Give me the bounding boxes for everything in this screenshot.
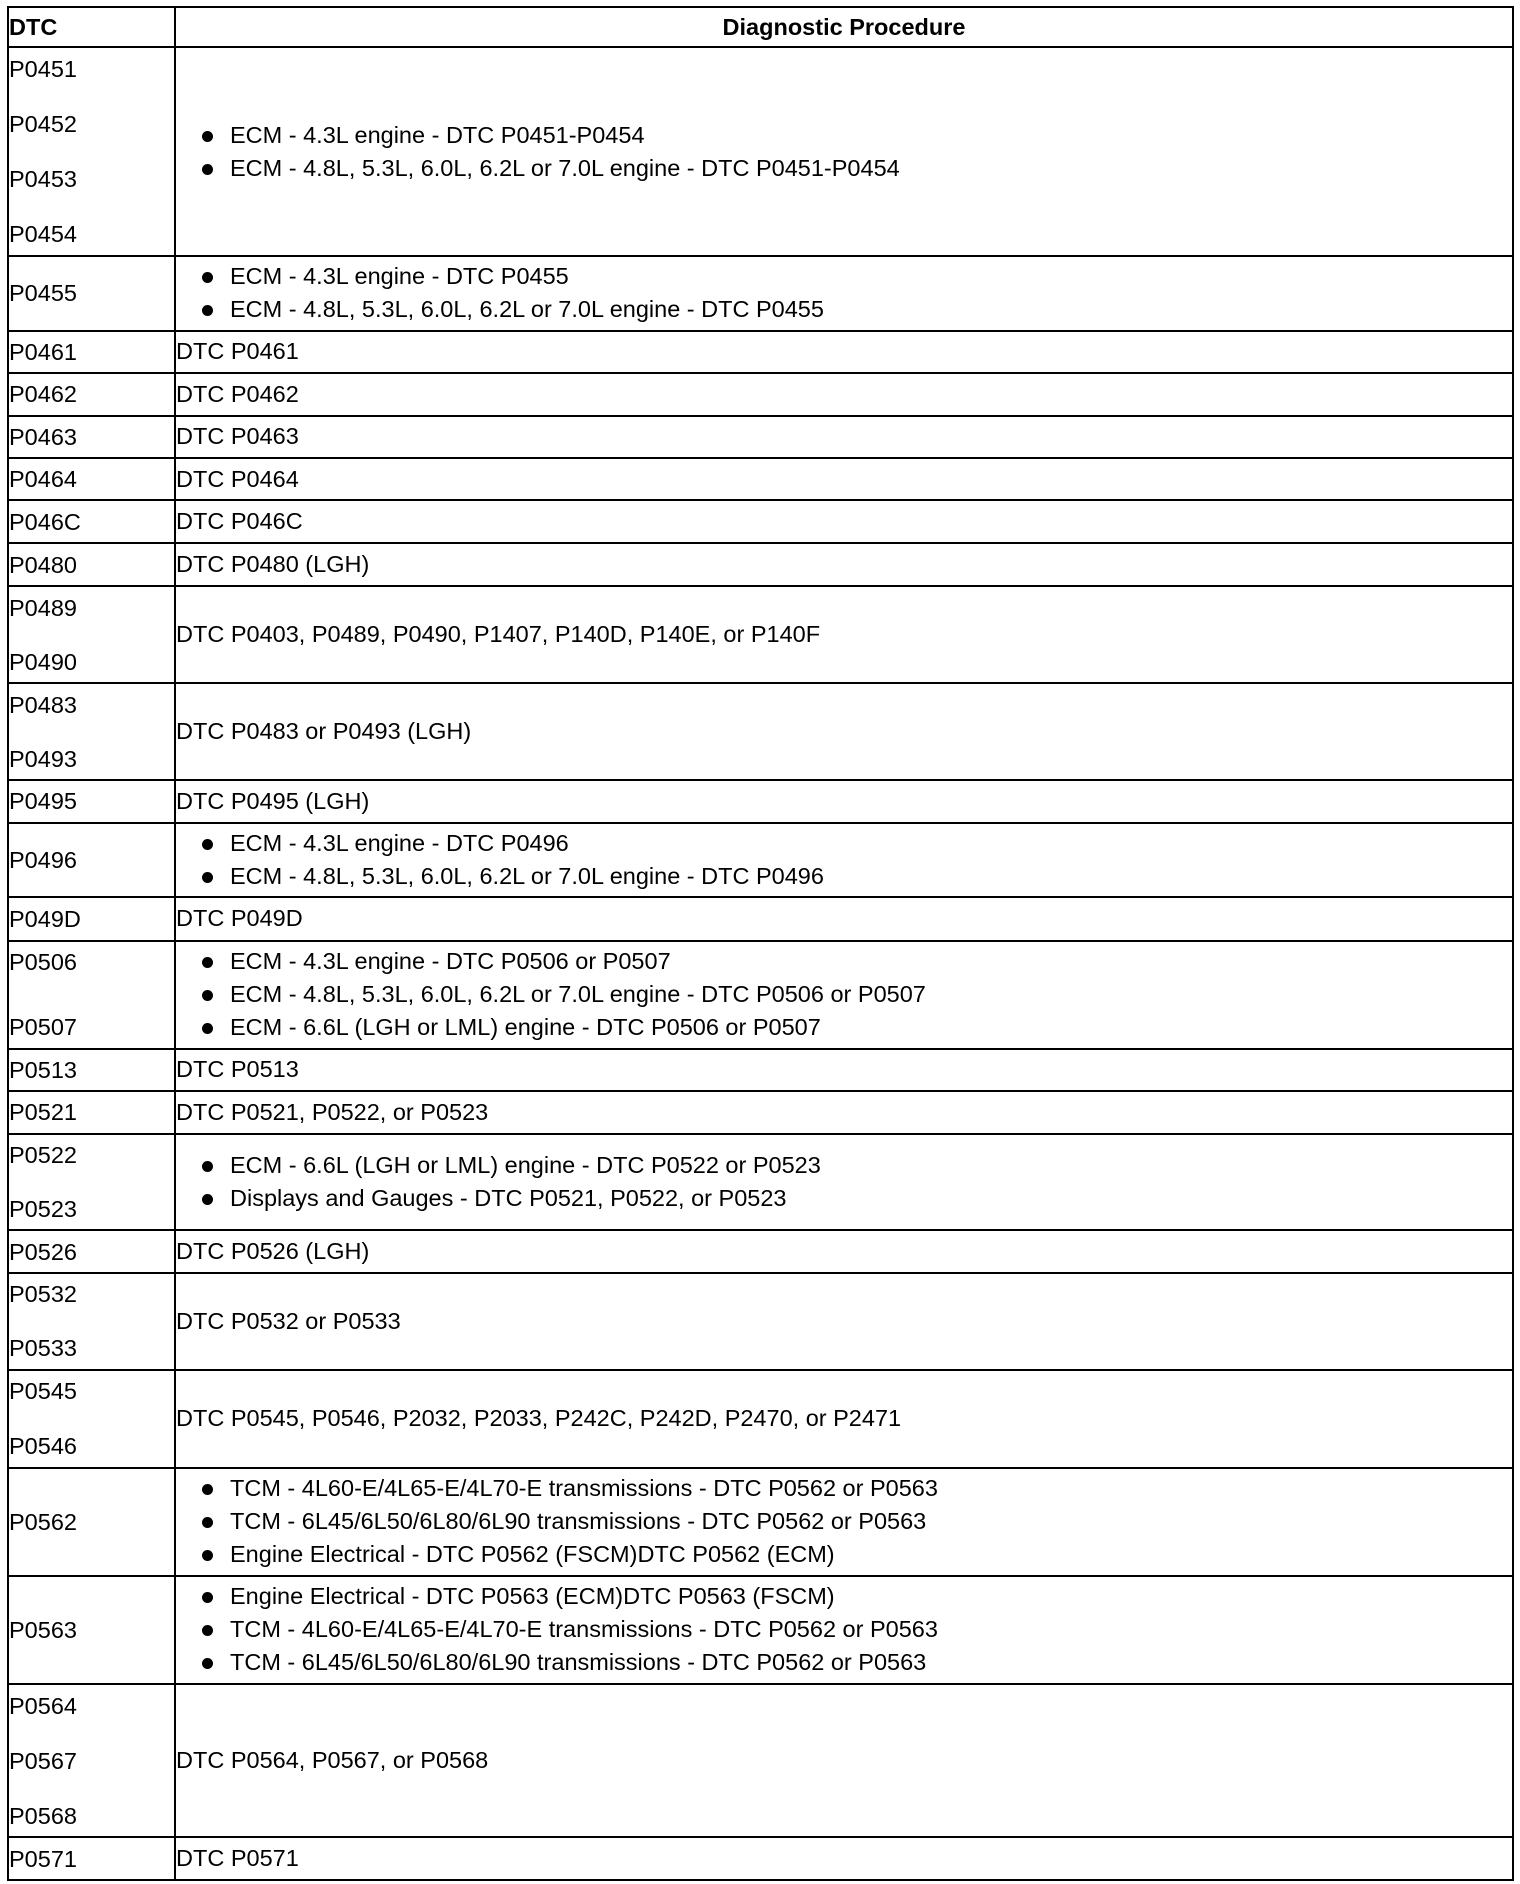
- dtc-code: P0507: [9, 1014, 77, 1041]
- dtc-code: P0563: [9, 1616, 77, 1643]
- procedure-link-item[interactable]: [176, 152, 1512, 185]
- dtc-code: P0464: [9, 466, 77, 493]
- procedure-link-item[interactable]: [176, 1505, 1512, 1538]
- procedure-link-text[interactable]: DTC P0495 (LGH): [176, 787, 370, 814]
- dtc-code-list: [9, 826, 174, 894]
- dtc-code-list: [9, 419, 174, 455]
- bullet-icon: [202, 872, 213, 883]
- dtc-code: P0496: [9, 846, 77, 873]
- procedure-cell: [175, 1049, 1513, 1091]
- procedure-link-text[interactable]: TCM - 6L45/6L50/6L80/6L90 transmissions - DTC P0562 or P0563: [230, 1508, 927, 1535]
- bullet-icon: [202, 164, 213, 175]
- dtc-code-list: [9, 900, 174, 937]
- dtc-code: P0495: [9, 788, 77, 815]
- bullet-icon: [202, 990, 213, 1001]
- dtc-cell: [8, 1134, 175, 1231]
- procedure-link-text[interactable]: DTC P0483 or P0493 (LGH): [176, 718, 472, 745]
- dtc-cell: [8, 500, 175, 542]
- table-row: [8, 331, 1513, 373]
- table-row: [8, 1468, 1513, 1576]
- procedure-link-text[interactable]: DTC P0571: [176, 1845, 299, 1872]
- procedure-cell: [175, 1837, 1513, 1880]
- dtc-code-list: [9, 376, 174, 412]
- dtc-code: P0562: [9, 1508, 77, 1535]
- table-row: [8, 1230, 1513, 1272]
- procedure-bullet-list: [176, 1580, 1512, 1679]
- dtc-code: P0546: [9, 1433, 77, 1460]
- dtc-code: P0523: [9, 1195, 77, 1222]
- procedure-cell: [175, 256, 1513, 331]
- table-row: [8, 500, 1513, 542]
- procedure-cell: [175, 780, 1513, 822]
- dtc-code-list: [9, 1841, 174, 1877]
- table-row: [8, 373, 1513, 415]
- table-row: [8, 1684, 1513, 1838]
- dtc-code: P0533: [9, 1335, 77, 1362]
- procedure-cell: [175, 586, 1513, 683]
- bullet-icon: [202, 1194, 213, 1205]
- procedure-link-text[interactable]: DTC P0463: [176, 423, 299, 450]
- dtc-code: P0513: [9, 1056, 77, 1083]
- dtc-code: P0506: [9, 949, 77, 976]
- bullet-icon: [202, 305, 213, 316]
- dtc-cell: [8, 1576, 175, 1684]
- dtc-code: P0455: [9, 280, 77, 307]
- dtc-code: P0463: [9, 423, 77, 450]
- dtc-cell: [8, 1370, 175, 1468]
- procedure-cell: [175, 1576, 1513, 1684]
- procedure-link-text[interactable]: Engine Electrical - DTC P0562 (FSCM)DTC P0562 (ECM): [230, 1541, 835, 1568]
- procedure-link-text[interactable]: DTC P0513: [176, 1056, 299, 1083]
- table-row: [8, 586, 1513, 683]
- dtc-code-list: [9, 1579, 174, 1680]
- dtc-cell: [8, 780, 175, 822]
- table-row: [8, 1370, 1513, 1468]
- procedure-link-item[interactable]: [176, 1011, 1512, 1044]
- dtc-code-list: [9, 590, 174, 680]
- procedure-column-header: Diagnostic Procedure: [175, 7, 1513, 47]
- table-row: [8, 941, 1513, 1049]
- procedure-link-text[interactable]: DTC P0532 or P0533: [176, 1307, 401, 1334]
- bullet-icon: [202, 272, 213, 283]
- dtc-code-list: [9, 461, 174, 497]
- dtc-cell: [8, 458, 175, 500]
- procedure-bullet-list: [176, 119, 1512, 185]
- dtc-table: [7, 6, 1514, 1881]
- dtc-code: P0451: [9, 56, 77, 83]
- dtc-code-list: [9, 546, 174, 583]
- dtc-cell: [8, 823, 175, 898]
- bullet-icon: [202, 1550, 213, 1561]
- table-row: [8, 543, 1513, 586]
- procedure-link-text[interactable]: ECM - 4.8L, 5.3L, 6.0L, 6.2L or 7.0L engine - DTC P0455: [230, 296, 824, 323]
- dtc-code-list: [9, 1234, 174, 1270]
- procedure-bullet-list: [176, 260, 1512, 326]
- procedure-link-text[interactable]: DTC P0464: [176, 465, 299, 492]
- table-row: [8, 1049, 1513, 1091]
- dtc-code: P049D: [9, 905, 81, 932]
- bullet-icon: [202, 839, 213, 850]
- dtc-code: P0567: [9, 1747, 77, 1774]
- dtc-cell: [8, 1468, 175, 1576]
- procedure-cell: [175, 1230, 1513, 1272]
- bullet-icon: [202, 1517, 213, 1528]
- dtc-code-list: [9, 334, 174, 370]
- procedure-cell: [175, 543, 1513, 586]
- bullet-icon: [202, 957, 213, 968]
- dtc-code-list: [9, 259, 174, 327]
- dtc-code: P0545: [9, 1378, 77, 1405]
- dtc-code: P0462: [9, 381, 77, 408]
- procedure-link-text[interactable]: ECM - 4.8L, 5.3L, 6.0L, 6.2L or 7.0L engine - DTC P0496: [230, 862, 824, 889]
- dtc-code: P0521: [9, 1099, 77, 1126]
- procedure-link-text[interactable]: DTC P0403, P0489, P0490, P1407, P140D, P140E, or P140F: [176, 621, 821, 648]
- procedure-link-text[interactable]: ECM - 4.8L, 5.3L, 6.0L, 6.2L or 7.0L engine - DTC P0451-P0454: [230, 154, 900, 181]
- dtc-cell: [8, 1684, 175, 1838]
- dtc-code-list: [9, 1137, 174, 1227]
- procedure-link-text[interactable]: ECM - 4.3L engine - DTC P0496: [230, 829, 569, 856]
- dtc-code-list: [9, 1471, 174, 1572]
- dtc-code-list: [9, 1276, 174, 1366]
- bullet-icon: [202, 1658, 213, 1669]
- procedure-link-text[interactable]: ECM - 6.6L (LGH or LML) engine - DTC P0506 or P0507: [230, 1014, 821, 1041]
- dtc-code-list: [9, 1688, 174, 1834]
- table-row: [8, 780, 1513, 822]
- procedure-cell: [175, 1370, 1513, 1468]
- procedure-link-text[interactable]: DTC P0480 (LGH): [176, 551, 370, 577]
- table-row: [8, 897, 1513, 940]
- procedure-link-text[interactable]: TCM - 6L45/6L50/6L80/6L90 transmissions - DTC P0562 or P0563: [230, 1649, 927, 1676]
- procedure-link-text[interactable]: DTC P0564, P0567, or P0568: [176, 1747, 489, 1774]
- procedure-link-text[interactable]: ECM - 4.3L engine - DTC P0451-P0454: [230, 121, 645, 148]
- dtc-cell: [8, 1230, 175, 1272]
- procedure-cell: [175, 1134, 1513, 1231]
- procedure-link-item[interactable]: [176, 1149, 1512, 1182]
- procedure-link-text[interactable]: TCM - 4L60-E/4L65-E/4L70-E transmissions - DTC P0562 or P0563: [230, 1616, 938, 1643]
- procedure-link-text[interactable]: DTC P0526 (LGH): [176, 1238, 370, 1265]
- dtc-code: P0452: [9, 111, 77, 138]
- table-row: [8, 683, 1513, 780]
- procedure-link-item[interactable]: [176, 1538, 1512, 1571]
- procedure-cell: [175, 683, 1513, 780]
- procedure-link-item[interactable]: [176, 1580, 1512, 1613]
- procedure-link-text[interactable]: DTC P0462: [176, 380, 299, 407]
- dtc-code-list: [9, 687, 174, 777]
- dtc-cell: [8, 1091, 175, 1133]
- table-body: [8, 47, 1513, 1880]
- dtc-code: P0571: [9, 1845, 77, 1872]
- procedure-link-item[interactable]: [176, 293, 1512, 326]
- procedure-link-text[interactable]: ECM - 4.3L engine - DTC P0455: [230, 263, 569, 290]
- procedure-bullet-list: [176, 1472, 1512, 1571]
- table-row: [8, 823, 1513, 898]
- table-row: [8, 458, 1513, 500]
- dtc-cell: [8, 373, 175, 415]
- dtc-code: P0526: [9, 1238, 77, 1265]
- dtc-cell: [8, 416, 175, 458]
- procedure-link-text[interactable]: ECM - 4.3L engine - DTC P0506 or P0507: [230, 948, 671, 975]
- dtc-column-header: DTC: [8, 7, 175, 47]
- procedure-link-item[interactable]: [176, 260, 1512, 293]
- bullet-icon: [202, 1484, 213, 1495]
- dtc-cell: [8, 256, 175, 331]
- procedure-link-text[interactable]: DTC P0521, P0522, or P0523: [176, 1098, 489, 1125]
- dtc-code: P0522: [9, 1141, 77, 1168]
- procedure-link-item[interactable]: [176, 945, 1512, 978]
- dtc-code-list: [9, 51, 174, 252]
- dtc-cell: [8, 941, 175, 1049]
- dtc-cell: [8, 683, 175, 780]
- dtc-code: P0568: [9, 1802, 77, 1829]
- bullet-icon: [202, 131, 213, 142]
- dtc-code-list: [9, 1373, 174, 1464]
- bullet-icon: [202, 1023, 213, 1034]
- header-row: [8, 7, 1513, 47]
- procedure-cell: [175, 1684, 1513, 1838]
- dtc-code: P0480: [9, 551, 77, 578]
- dtc-code: P0532: [9, 1281, 77, 1308]
- table-row: [8, 1134, 1513, 1231]
- dtc-code: P0493: [9, 745, 77, 772]
- dtc-code: P0490: [9, 648, 77, 675]
- dtc-code: P0454: [9, 221, 77, 248]
- procedure-link-text[interactable]: DTC P0461: [176, 338, 299, 365]
- dtc-code-list: [9, 1094, 174, 1130]
- dtc-code-list: [9, 504, 174, 540]
- procedure-cell: [175, 373, 1513, 415]
- procedure-cell: [175, 416, 1513, 458]
- dtc-cell: [8, 897, 175, 940]
- table-row: [8, 1576, 1513, 1684]
- bullet-icon: [202, 1625, 213, 1636]
- table-row: [8, 47, 1513, 256]
- procedure-link-item[interactable]: [176, 860, 1512, 893]
- procedure-link-text[interactable]: TCM - 4L60-E/4L65-E/4L70-E transmissions - DTC P0562 or P0563: [230, 1475, 938, 1502]
- procedure-cell: [175, 823, 1513, 898]
- bullet-icon: [202, 1161, 213, 1172]
- dtc-cell: [8, 586, 175, 683]
- table-row: [8, 1837, 1513, 1880]
- procedure-cell: [175, 1273, 1513, 1370]
- bullet-icon: [202, 1592, 213, 1603]
- procedure-link-item[interactable]: [176, 119, 1512, 152]
- dtc-code-list: [9, 1052, 174, 1088]
- dtc-code: P0489: [9, 594, 77, 621]
- dtc-code: P0453: [9, 166, 77, 193]
- procedure-cell: [175, 1468, 1513, 1576]
- dtc-code-list: [9, 944, 174, 1045]
- procedure-cell: [175, 47, 1513, 256]
- procedure-link-text[interactable]: DTC P046C: [176, 508, 303, 535]
- procedure-cell: [175, 941, 1513, 1049]
- procedure-cell: [175, 331, 1513, 373]
- dtc-code-list: [9, 783, 174, 819]
- procedure-link-text[interactable]: ECM - 4.8L, 5.3L, 6.0L, 6.2L or 7.0L engine - DTC P0506 or P0507: [230, 981, 926, 1008]
- procedure-link-text[interactable]: DTC P049D: [176, 905, 303, 932]
- procedure-bullet-list: [176, 1149, 1512, 1215]
- table-row: [8, 1091, 1513, 1133]
- dtc-code: P0483: [9, 691, 77, 718]
- procedure-link-text[interactable]: DTC P0545, P0546, P2032, P2033, P242C, P242D, P2470, or P2471: [176, 1405, 902, 1432]
- procedure-bullet-list: [176, 945, 1512, 1044]
- procedure-link-item[interactable]: [176, 827, 1512, 860]
- procedure-cell: [175, 897, 1513, 940]
- procedure-link-item[interactable]: [176, 1472, 1512, 1505]
- dtc-cell: [8, 47, 175, 256]
- dtc-code: P0461: [9, 338, 77, 365]
- procedure-link-text[interactable]: ECM - 6.6L (LGH or LML) engine - DTC P0522 or P0523: [230, 1151, 821, 1178]
- table-row: [8, 1273, 1513, 1370]
- procedure-link-text[interactable]: Displays and Gauges - DTC P0521, P0522, or P0523: [230, 1184, 787, 1211]
- procedure-link-item[interactable]: [176, 1613, 1512, 1646]
- procedure-link-item[interactable]: [176, 1182, 1512, 1215]
- procedure-cell: [175, 458, 1513, 500]
- dtc-cell: [8, 1273, 175, 1370]
- procedure-cell: [175, 500, 1513, 542]
- dtc-cell: [8, 1049, 175, 1091]
- table-row: [8, 416, 1513, 458]
- procedure-link-item[interactable]: [176, 1646, 1512, 1679]
- dtc-cell: [8, 1837, 175, 1880]
- procedure-bullet-list: [176, 827, 1512, 893]
- dtc-code: P0564: [9, 1692, 77, 1719]
- procedure-link-text[interactable]: Engine Electrical - DTC P0563 (ECM)DTC P0563 (FSCM): [230, 1583, 835, 1610]
- dtc-cell: [8, 331, 175, 373]
- dtc-code: P046C: [9, 508, 81, 535]
- procedure-link-item[interactable]: [176, 978, 1512, 1011]
- table-row: [8, 256, 1513, 331]
- procedure-cell: [175, 1091, 1513, 1133]
- dtc-cell: [8, 543, 175, 586]
